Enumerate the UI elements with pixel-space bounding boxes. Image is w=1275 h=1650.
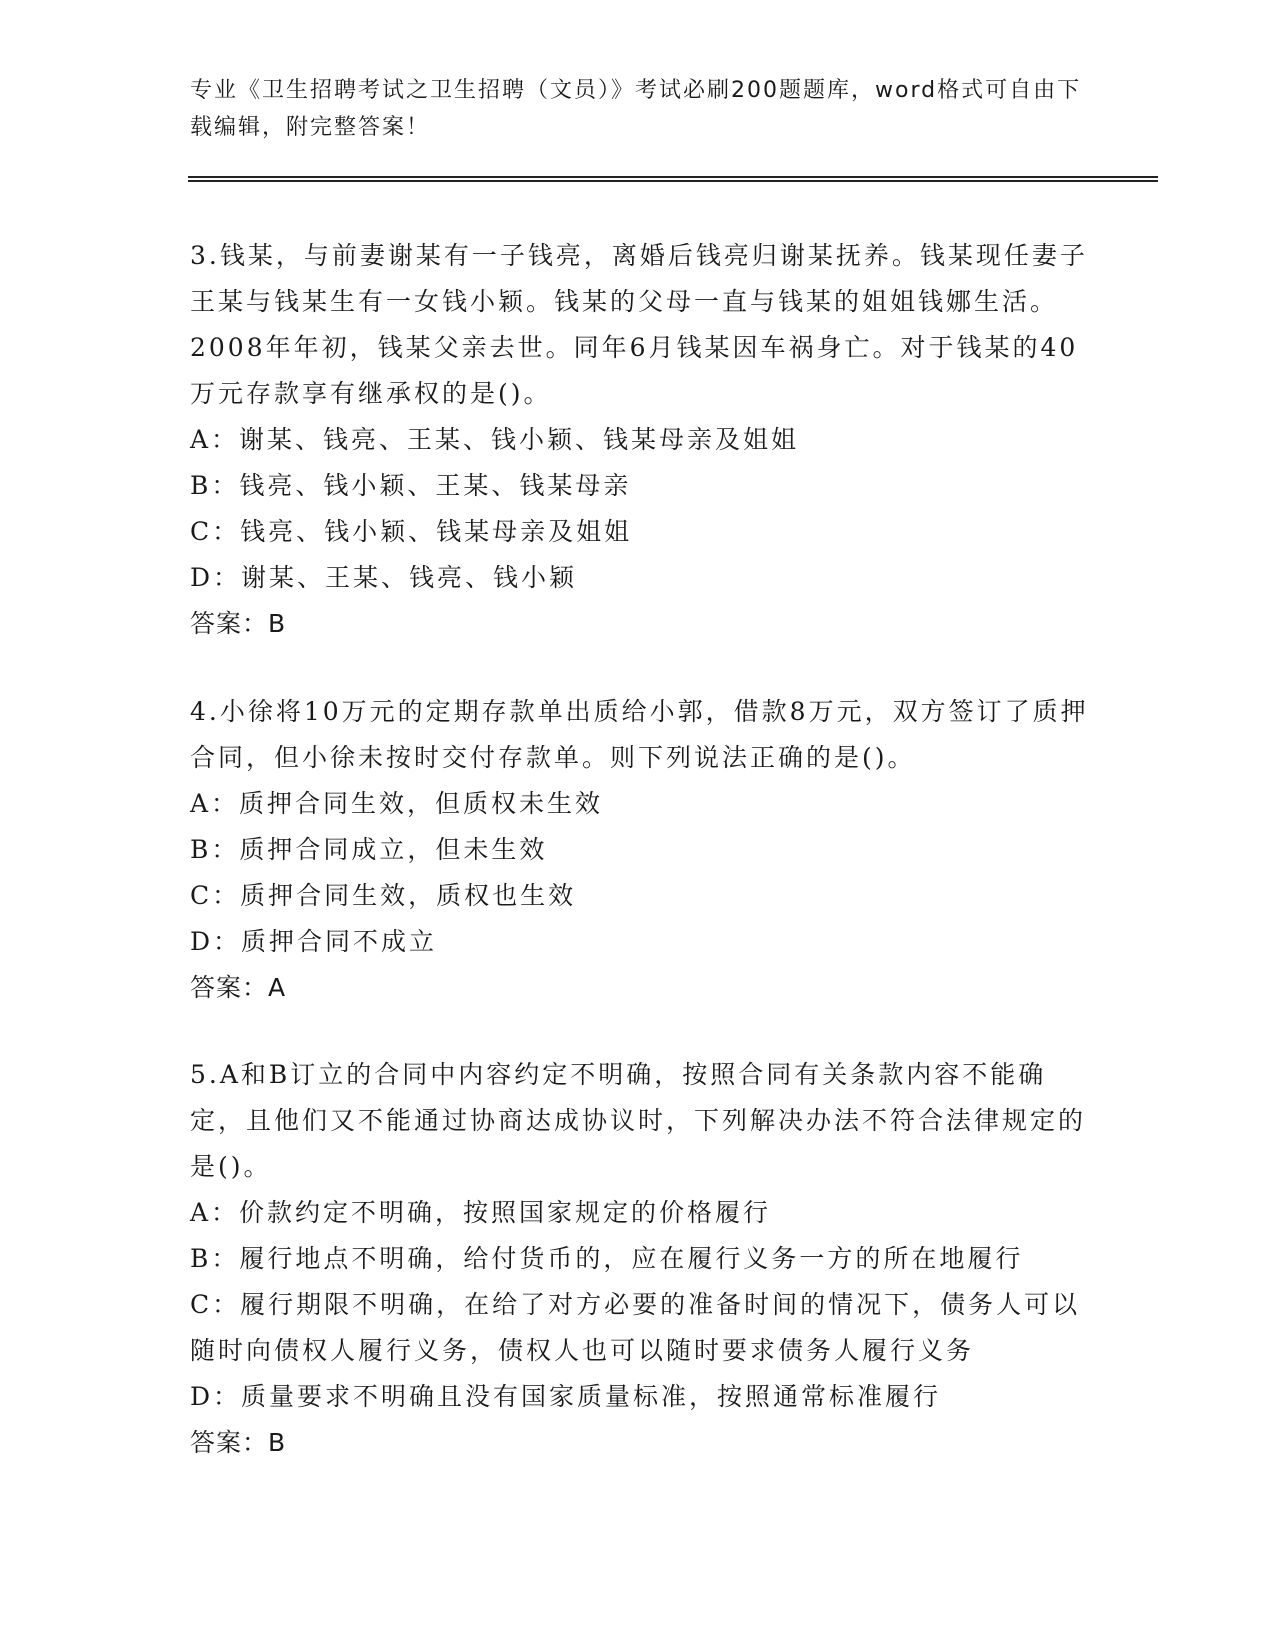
option-b: B：钱亮、钱小颖、王某、钱某母亲 bbox=[190, 471, 632, 500]
option-d: D：谢某、王某、钱亮、钱小颖 bbox=[190, 563, 578, 592]
question-stem: 3.钱某，与前妻谢某有一子钱亮，离婚后钱亮归谢某抚养。钱某现任妻子王某与钱某生有一女钱小颖。钱某的父母一直与钱某的姐姐钱娜生活。2008年年初，钱某父亲去世。同年6月钱某因车祸身亡。对于钱某的40万元存款享有继承权的是()。 bbox=[190, 241, 1088, 408]
option-c: C：钱亮、钱小颖、钱某母亲及姐姐 bbox=[190, 517, 633, 546]
answer-label: 答案：A bbox=[190, 973, 287, 1002]
document-intro: 专业《卫生招聘考试之卫生招聘（文员）》考试必刷200题题库，word格式可自由下载编辑，附完整答案！ bbox=[190, 78, 1082, 140]
question-4 bbox=[190, 689, 1090, 1011]
option-a: A：谢某、钱亮、王某、钱小颖、钱某母亲及姐姐 bbox=[190, 425, 800, 454]
answer-label: 答案：B bbox=[190, 609, 287, 638]
question-stem: 4.小徐将10万元的定期存款单出质给小郭，借款8万元，双方签订了质押合同，但小徐未按时交付存款单。则下列说法正确的是()。 bbox=[190, 697, 1089, 772]
option-d: D：质押合同不成立 bbox=[190, 927, 438, 956]
option-a: A：价款约定不明确，按照国家规定的价格履行 bbox=[190, 1198, 772, 1227]
question-stem: 5.A和B订立的合同中内容约定不明确，按照合同有关条款内容不能确定，且他们又不能通过协商达成协议时，下列解决办法不符合法律规定的是()。 bbox=[190, 1060, 1087, 1181]
option-a: A：质押合同生效，但质权未生效 bbox=[190, 789, 604, 818]
option-d: D：质量要求不明确且没有国家质量标准，按照通常标准履行 bbox=[190, 1382, 942, 1411]
option-b: B：履行地点不明确，给付货币的，应在履行义务一方的所在地履行 bbox=[190, 1244, 1024, 1273]
question-3 bbox=[190, 233, 1090, 647]
answer-label: 答案：B bbox=[190, 1428, 287, 1457]
double-rule-divider bbox=[188, 176, 1158, 182]
option-c: C：质押合同生效，质权也生效 bbox=[190, 881, 577, 910]
question-5 bbox=[190, 1052, 1090, 1466]
option-b: B：质押合同成立，但未生效 bbox=[190, 835, 548, 864]
option-c: C：履行期限不明确，在给了对方必要的准备时间的情况下，债务人可以随时向债权人履行义务，债权人也可以随时要求债务人履行义务 bbox=[190, 1290, 1081, 1365]
